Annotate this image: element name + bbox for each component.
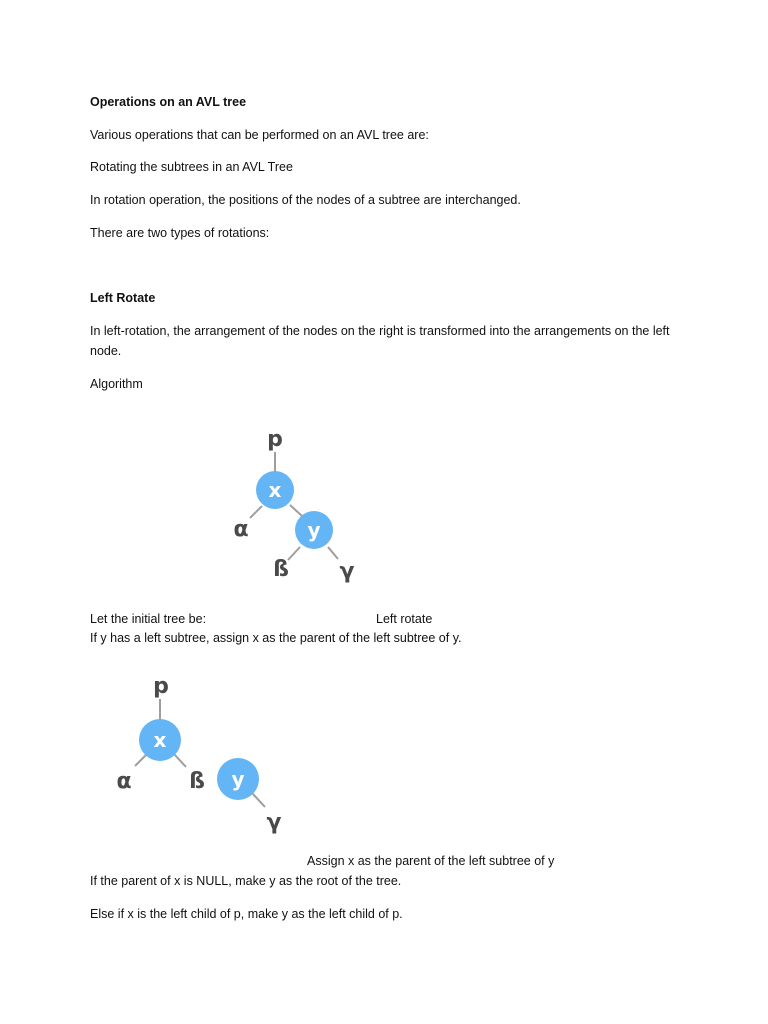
edge-x-y <box>290 505 302 516</box>
label-x: x <box>153 728 167 752</box>
label-alpha: α <box>233 517 249 542</box>
step-left-child: Else if x is the left child of p, make y as the left child of p. <box>90 907 403 921</box>
label-y: y <box>307 518 321 542</box>
edge-x-alpha <box>250 506 262 518</box>
label-y: y <box>231 767 245 791</box>
edge-x-beta <box>174 754 186 767</box>
label-x: x <box>268 478 282 502</box>
label-beta: ß <box>273 557 289 582</box>
rotation-types: There are two types of rotations: <box>90 226 270 240</box>
step-assign-parent: If y has a left subtree, assign x as the parent of the left subtree of y. <box>90 631 462 645</box>
algorithm-label: Algorithm <box>90 377 143 391</box>
step-parent-null: If the parent of x is NULL, make y as the root of the tree. <box>90 874 402 888</box>
label-gamma: γ <box>266 810 282 835</box>
heading-left-rotate: Left Rotate <box>90 291 156 305</box>
label-alpha: α <box>116 769 132 794</box>
label-beta: ß <box>189 769 205 794</box>
heading-operations: Operations on an AVL tree <box>90 95 247 109</box>
left-rotate-description: In left-rotation, the arrangement of the nodes on the right is transformed into the arrangements on the left node. <box>90 324 670 358</box>
initial-tree-diagram <box>220 420 380 585</box>
caption-left-rotate: Left rotate <box>376 611 433 626</box>
rotation-description: In rotation operation, the positions of the nodes of a subtree are interchanged. <box>90 193 521 207</box>
edge-y-gamma <box>328 547 338 559</box>
edge-y-gamma <box>252 793 265 807</box>
caption-assign-parent: Assign x as the parent of the left subtree of y <box>307 853 555 868</box>
edge-x-alpha <box>135 754 147 766</box>
caption-initial-tree: Let the initial tree be: <box>90 611 207 626</box>
intro-text: Various operations that can be performed on an AVL tree are: <box>90 128 429 142</box>
label-p: p <box>153 674 169 699</box>
subheading-rotating: Rotating the subtrees in an AVL Tree <box>90 160 293 174</box>
assign-parent-diagram <box>100 665 300 837</box>
edge-y-beta <box>288 547 300 560</box>
label-gamma: γ <box>339 559 355 584</box>
label-p: p <box>267 427 283 452</box>
